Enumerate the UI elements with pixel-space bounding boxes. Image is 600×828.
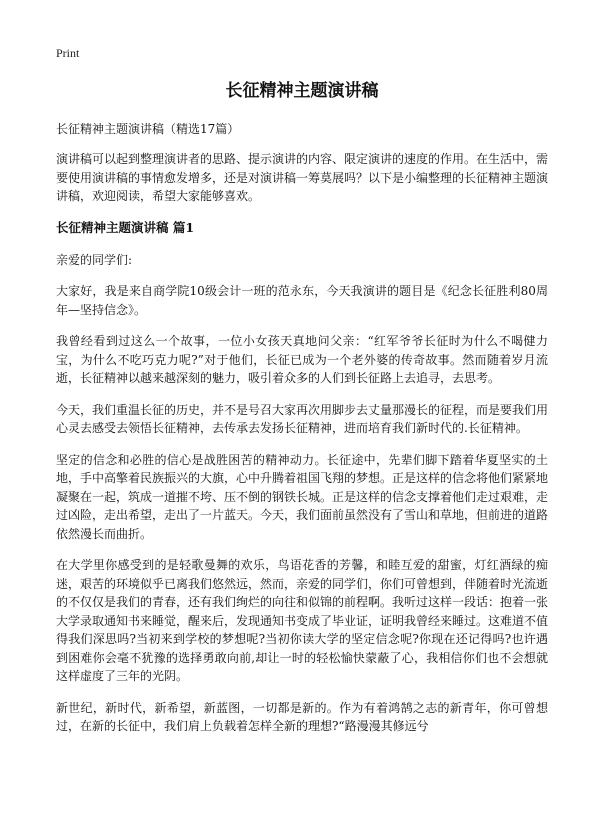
- print-link[interactable]: Print: [56, 46, 80, 60]
- section-heading: 长征精神主题演讲稿 篇1: [56, 219, 195, 235]
- body-paragraph: 今天，我们重温长征的历史，并不是号召大家再次用脚步去丈量那漫长的征程，而是要我们用心灵去感受去领悟长征精神，去传承去发扬长征精神，进而培育我们新时代的.长征精神。: [56, 402, 549, 435]
- document-subtitle: 长征精神主题演讲稿（精选17篇）: [56, 122, 240, 136]
- body-paragraph: 在大学里你感受到的是轻歌曼舞的欢乐，鸟语花香的芳馨，和睦互爱的甜蜜，灯红酒绿的痴迷，艰苦的环境似乎已离我们悠然远，然而，亲爱的同学们，你们可曾想到，伴随着时光流逝的不仅仅是我们的青春，还有我们绚烂的向往和似锦的前程啊。我听过这样一段话：抱着一张大学录取通知书来睡觉，醒来后，发现通知书变成了毕业证，证明我曾经来睡过。这难道不值得我们深思吗?当初来到学校的梦想呢?当初你读大学的坚定信念呢?你现在还记得吗?也许遇到困难你会毫不犹豫的选择勇敢向前,却让一时的轻松愉快蒙蔽了心，我相信你们也不会想就这样虚度了三年的光阴。: [56, 558, 549, 683]
- body-paragraph: 大家好，我是来自商学院10级会计一班的范永东，今天我演讲的题目是《纪念长征胜利80周年—坚持信念》。: [56, 284, 548, 317]
- document-body: [56, 150, 548, 749]
- intro-paragraph: 演讲稿可以起到整理演讲者的思路、提示演讲的内容、限定演讲的速度的作用。在生活中，需要使用演讲稿的事情愈发增多，还是对演讲稿一筹莫展吗？以下是小编整理的长征精神主题演讲稿，欢迎阅读，希望大家能够喜欢。: [56, 152, 549, 203]
- document-title: 长征精神主题演讲稿: [225, 81, 379, 101]
- body-paragraph: 我曾经看到过这么一个故事，一位小女孩天真地问父亲：“红军爷爷长征时为什么不喝健力宝，为什么不吃巧克力呢?”对于他们，长征已成为一个老外婆的传奇故事。然而随着岁月流逝，长征精神以越来越深刻的魅力，吸引着众多的人们到长征路上去追寻，去思考。: [56, 334, 548, 385]
- body-paragraph: 新世纪，新时代，新希望，新蓝图，一切都是新的。作为有着鸿鹄之志的新青年，你可曾想过，在新的长征中，我们肩上负载着怎样全新的理想?“路漫漫其修远兮: [56, 700, 548, 733]
- body-paragraph: 坚定的信念和必胜的信心是战胜困苦的精神动力。长征途中，先辈们脚下踏着华夏坚实的土地，手中高擎着民族振兴的大旗，心中升腾着祖国飞翔的梦想。正是这样的信念将他们紧紧地凝聚在一起，筑成一道摧不垮、压不倒的钢铁长城。正是这样的信念支撑着他们走过艰难，走过凶险，走出希望，走出了一片蓝天。今天，我们面前虽然没有了雪山和草地，但前进的道路依然漫长而曲折。: [56, 452, 549, 541]
- body-paragraph: 亲爱的同学们:: [56, 252, 133, 267]
